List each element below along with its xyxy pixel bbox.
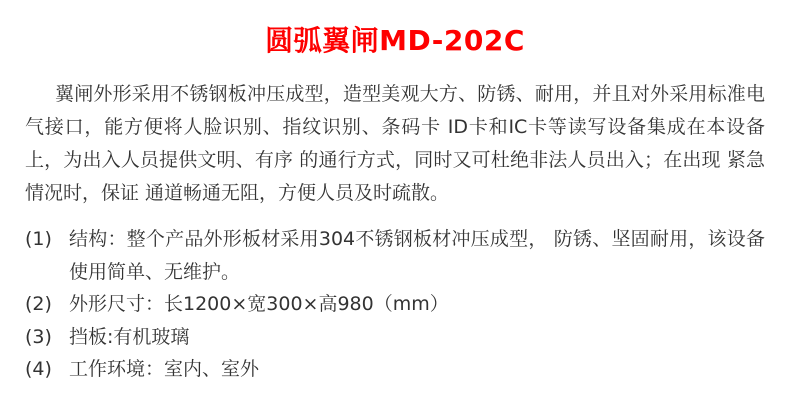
spec-list xyxy=(25,223,765,386)
spec-item-text: 结构：整个产品外形板材采用304不锈钢板材冲压成型， 防锈、坚固耐用，该设备使用简单、无维护。 xyxy=(69,228,765,283)
spec-item-marker: (1) xyxy=(25,228,52,250)
spec-item-text: 工作环境：室内、室外 xyxy=(69,358,260,380)
spec-item-baffle xyxy=(25,321,765,354)
spec-item-text: 挡板:有机玻璃 xyxy=(69,325,190,348)
spec-item-marker: (2) xyxy=(25,293,52,315)
spec-item-marker: (4) xyxy=(25,358,52,380)
spec-item-dimensions xyxy=(25,288,765,321)
spec-item-structure xyxy=(25,223,765,288)
spec-item-text: 外形尺寸：长1200×宽300×高980（mm） xyxy=(69,293,449,315)
spec-item-environment xyxy=(25,353,765,386)
product-description: 翼闸外形采用不锈钢板冲压成型，造型美观大方、防锈、耐用，并且对外采用标准电气接口，能方便将人脸识别、指纹识别、条码卡 ID卡和IC卡等读写设备集成在本设备上，为出入人员提供文明、有序 的通行方式，同时又可杜绝非法人员出入；在出现 紧急情况时，保证 通道畅通无阻，方便人员及时疏散。 xyxy=(25,83,765,204)
product-title: 圆弧翼闸MD-202C xyxy=(265,24,525,57)
spec-item-marker: (3) xyxy=(25,325,52,348)
